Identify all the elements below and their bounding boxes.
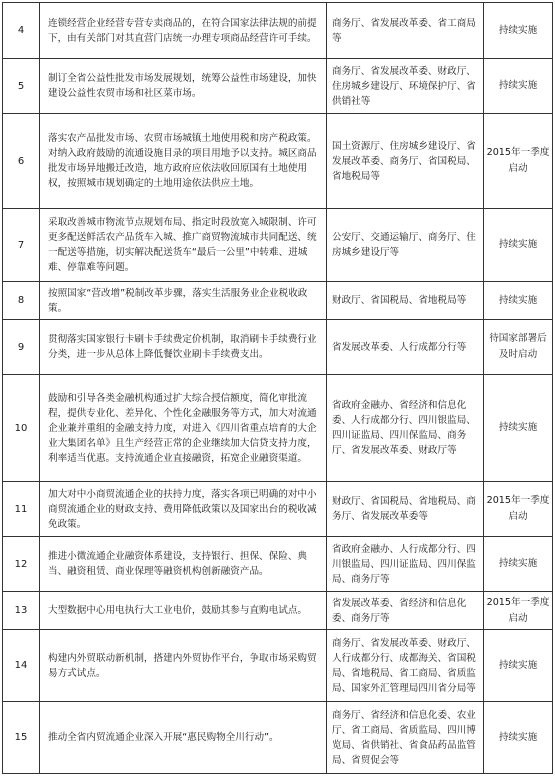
table-row bbox=[3, 59, 553, 114]
row-number: 4 bbox=[3, 3, 40, 59]
responsible-departments: 公安厅、交通运输厅、商务厅、住房城乡建设厅等 bbox=[327, 209, 484, 282]
table-row bbox=[3, 482, 553, 537]
policy-table bbox=[2, 2, 553, 774]
implementation-status: 2015年一季度启动 bbox=[484, 482, 553, 537]
policy-content: 落实农产品批发市场、农贸市场城镇土地使用税和房产税政策。对纳入政府鼓励的流通设施目录的项目用地予以支持。城区商品批发市场异地搬迁改造，地方政府应依法收回原国有土地使用权，按照城市规划确定的土地用途依法供应土地。 bbox=[40, 114, 327, 209]
implementation-status: 待国家部署后及时启动 bbox=[484, 320, 553, 375]
table-row bbox=[3, 114, 553, 209]
implementation-status: 持续实施 bbox=[484, 3, 553, 59]
implementation-status: 持续实施 bbox=[484, 209, 553, 282]
row-number: 6 bbox=[3, 114, 40, 209]
row-number: 7 bbox=[3, 209, 40, 282]
table-row bbox=[3, 320, 553, 375]
implementation-status: 2015年一季度启动 bbox=[484, 114, 553, 209]
row-number: 13 bbox=[3, 592, 40, 630]
responsible-departments: 商务厅、省发展改革委、省工商局等 bbox=[327, 3, 484, 59]
policy-content: 推动全省内贸流通企业深入开展“惠民购物全川行动”。 bbox=[40, 702, 327, 774]
policy-content: 推进小微流通企业融资体系建设，支持银行、担保、保险、典当、融资租赁、商业保理等融资机构创新融资产品。 bbox=[40, 537, 327, 592]
policy-content: 按照国家“营改增”税制改革步骤，落实生活服务业企业税收政策。 bbox=[40, 282, 327, 320]
table-row bbox=[3, 209, 553, 282]
row-number: 9 bbox=[3, 320, 40, 375]
implementation-status: 持续实施 bbox=[484, 537, 553, 592]
row-number: 8 bbox=[3, 282, 40, 320]
table-row bbox=[3, 592, 553, 630]
table-row bbox=[3, 3, 553, 59]
implementation-status: 持续实施 bbox=[484, 702, 553, 774]
responsible-departments: 省发展改革委、人行成都分行等 bbox=[327, 320, 484, 375]
implementation-status: 2015年一季度启动 bbox=[484, 592, 553, 630]
responsible-departments: 商务厅、省发展改革委、财政厅、人行成都分行、成都海关、省国税局、省地税局、省工商局、省质监局、国家外汇管理局四川省分局等 bbox=[327, 630, 484, 702]
table-row bbox=[3, 537, 553, 592]
table-row bbox=[3, 375, 553, 482]
policy-content: 加大对中小商贸流通企业的扶持力度，落实各项已明确的对中小商贸流通企业的财政支持、费用降低政策以及国家出台的税收减免政策。 bbox=[40, 482, 327, 537]
row-number: 10 bbox=[3, 375, 40, 482]
table-row bbox=[3, 702, 553, 774]
responsible-departments: 商务厅、省发展改革委、财政厅、住房城乡建设厅、环境保护厅、省供销社等 bbox=[327, 59, 484, 114]
row-number: 11 bbox=[3, 482, 40, 537]
table-row bbox=[3, 282, 553, 320]
policy-content: 构建内外贸联动新机制，搭建内外贸协作平台，争取市场采购贸易方式试点。 bbox=[40, 630, 327, 702]
responsible-departments: 财政厅、省国税局、省地税局等 bbox=[327, 282, 484, 320]
table-row bbox=[3, 630, 553, 702]
responsible-departments: 省发展改革委、省经济和信息化委、商务厅等 bbox=[327, 592, 484, 630]
row-number: 12 bbox=[3, 537, 40, 592]
policy-content: 大型数据中心用电执行大工业电价，鼓励其参与直购电试点。 bbox=[40, 592, 327, 630]
implementation-status: 持续实施 bbox=[484, 630, 553, 702]
implementation-status: 持续实施 bbox=[484, 375, 553, 482]
policy-content: 连锁经营企业经营专营专卖商品的，在符合国家法律法规的前提下，由有关部门对其直营门店统一办理专项商品经营许可手续。 bbox=[40, 3, 327, 59]
policy-content: 采取改善城市物流节点规划布局、指定时段放宽入城限制、许可更多配送鲜活农产品货车入城、推广商贸物流城市共同配送、统一配送等措施，切实解决配送货车“最后一公里”中转难、进城难、停靠难等问题。 bbox=[40, 209, 327, 282]
row-number: 15 bbox=[3, 702, 40, 774]
policy-table-body bbox=[3, 3, 553, 774]
responsible-departments: 国土资源厅、住房城乡建设厅、省发展改革委、商务厅、省国税局、省地税局等 bbox=[327, 114, 484, 209]
responsible-departments: 财政厅、省国税局、省地税局、商务厅、省发展改革委等 bbox=[327, 482, 484, 537]
responsible-departments: 省政府金融办、人行成都分行、四川银监局、四川证监局、四川保监局、商务厅等 bbox=[327, 537, 484, 592]
policy-content: 鼓励和引导各类金融机构通过扩大综合授信额度，简化审批流程，提供专业化、差异化、个性化金融服务等方式，加大对流通企业兼并重组的金融支持力度，对进入《四川省重点培育的大企业大集团名单》且生产经营正常的企业继续加大信贷支持力度，利率适当优惠。支持流通企业直接融资，拓宽企业融资渠道。 bbox=[40, 375, 327, 482]
policy-content: 贯彻落实国家银行卡刷卡手续费定价机制，取消刷卡手续费行业分类，进一步从总体上降低餐饮业刷卡手续费支出。 bbox=[40, 320, 327, 375]
implementation-status: 持续实施 bbox=[484, 59, 553, 114]
row-number: 14 bbox=[3, 630, 40, 702]
responsible-departments: 商务厅、省经济和信息化委、农业厅、省工商局、省质监局、四川博览局、省供销社、省食品药品监管局、省贸促会等 bbox=[327, 702, 484, 774]
row-number: 5 bbox=[3, 59, 40, 114]
policy-content: 制订全省公益性批发市场发展规划，统筹公益性市场建设，加快建设公益性农贸市场和社区菜市场。 bbox=[40, 59, 327, 114]
responsible-departments: 省政府金融办、省经济和信息化委、人行成都分行、四川银监局、四川证监局、四川保监局、商务厅、省发展改革委、财政厅等 bbox=[327, 375, 484, 482]
implementation-status: 持续实施 bbox=[484, 282, 553, 320]
